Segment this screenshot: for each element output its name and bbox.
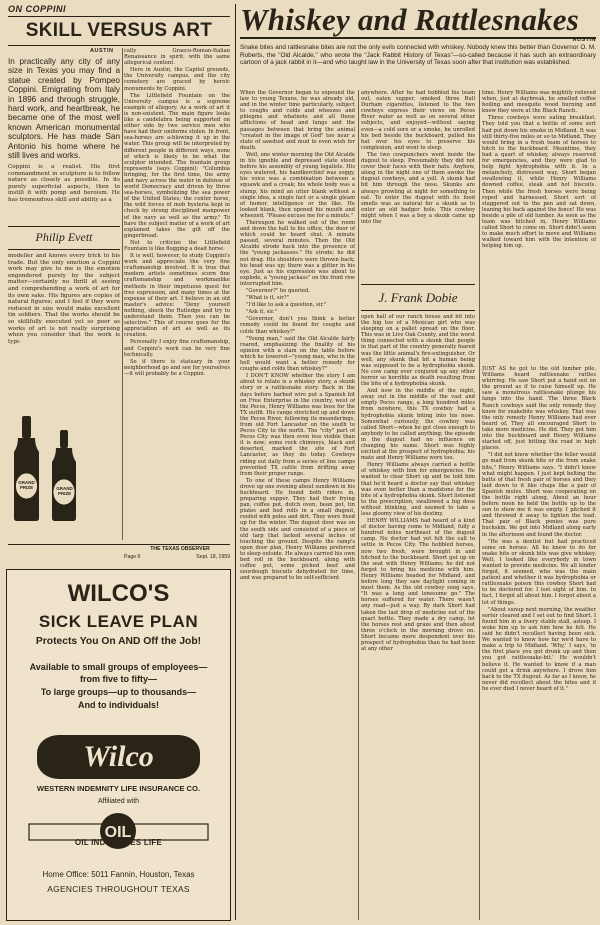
section-kicker: ON COPPINI — [8, 4, 67, 14]
ad-tagline: Protects You On AND Off the Job! — [35, 636, 202, 647]
c3-paragraph: JUST AS he got to the old lumber pile, Williams heard rattlesnake rattles whirring. He saw Short put a hand out on the ground as if to raise himself up. He saw a monstrous rattlesnake plunge his fangs into the hand. The three Black Ranch cowboys said the only remedy they knew for snakebite was whiskey. That was the only remedy Henry Williams had ever heard of. They all encouraged Short to take more medicine. He did. They got him into the buckboard and Henry Williams started off, just hitting the road in high places. — [482, 366, 596, 452]
footer-date: Sept. 18, 1959 — [196, 554, 230, 560]
c1-paragraph: Thereupon he walked out of the room and down the hall to his office, the door of which could be heard shut. A minute passed, several minutes. Then the Old Alcalde strode back into the presence of the "young jackasses." He strode; he did not drag. His shoulders were thrown back; his head was up; there was a glitter in his eye. Just as his expression was about to explode, a "young jackass" on the front row interrupted him. — [240, 219, 355, 287]
c2-paragraph: anywhere. After he had hobbled his team out, eaten supper, smoked three Bull Durham cigarettes, listened to the two cowboys express their views on Pecos River water as well as on several other subjects, and enjoyed—without saying even—a cold sore or a smoke, he unrolled his bed beside the buckboard, pulled his hat over his eyes to preserve his complexion, and went to sleep. — [361, 90, 475, 151]
col2-paragraph: It is well, however, to study Coppini's work and appreciate the very fine craftsmanship involved. It is true that modern artists sometimes scorn fine craftsmanship and workmanlike methods in their impetuous quest for free expression, and many times at the expense of their art. I believe in an old master's advice: "Deny yourself nothing, shock the Rutledge and try to understand them. Then you can be selective." This of course goes for the appreciation of art as well as its creation. — [124, 253, 230, 339]
kicker-rule — [8, 16, 230, 17]
c3-paragraph: time. Henry Williams was mightily relieved when, just at daybreak, he smelled coffee boiling and mesquite wood burning and knew they were at the Black Ranch. — [482, 90, 596, 115]
col2-paragraph: So if there is statuary in your neighborhood go and see for yourselves—it will probably be a Coppini. — [124, 358, 230, 377]
beer-bottles-illustration — [8, 412, 98, 522]
right-headline-rule — [240, 37, 596, 39]
bottle-label-right: GRAND PRIZE — [56, 486, 73, 496]
ad-office: Home Office: 5011 Fannin, Houston, Texas — [42, 870, 195, 879]
right-column-1 — [240, 90, 355, 920]
c2-paragraph: The two cowpunchers went inside the dugout to sleep. Presumably they did not cover their faces with their hats. Anyhow, along in the night one of them awoke the dugout cowboys, and a yell. A skunk had bit him through the nose. Skunks are always prowling at night for something to eat. To enter the dugout with its food smells was as natural for a skunk as to enter an old badger hole. This cowboy might when I was a boy a skunk came up into the — [361, 151, 475, 225]
left-headline-rule — [8, 45, 230, 46]
right-dateline: AUSTIN — [572, 37, 596, 43]
dobie-byline-rule-top — [361, 284, 475, 285]
left-paragraph-1: Coppini is a realist. His first commandment in sculpture is to follow nature as closely as possible. In its purely superficial aspects, then to instill it with pomp and heroism. He has tremendous skill and ability as a — [8, 164, 120, 203]
right-column-3-top — [482, 90, 596, 362]
ad-plan: SICK LEAVE PLAN — [38, 612, 199, 631]
c1-paragraph: To one of these camps Henry Williams drove up one evening about sundown in his buckboard. He found both riders in, preparing supper. They had their frying pan, coffee pot, dutch oven, bean pot, tin plates and bed rolls in a small dugout, roofed with poles and dirt. They were fixed up for the winter. The dugout door was on the south side and consisted of a piece of old tarp that lacked several inches of touching the ground. Despite the ramp's open door plan, Henry Williams preferred to sleep outside. He always carried his own bed roll in the buckboard, along with coffee pot, some picked beef and sourdough biscuits dehydrated for time, and was prepared to be self-sufficient — [240, 477, 355, 582]
c3-paragraph: "About sunup next morning, the weather sorter cleared and I set out to find Short. I found him in a livery stable stall, asleep. I woke him up to ask him how he felt. He said he didn't recollect having been sick. We wanted to know how far we'd have to make a trip to Midland. 'Why,' I says, 'in the first place you got drunk up and then you got rattlesnake-bit.' He wouldn't believe it. He wanted to know if a man could get a drink anywhere. I drove him back to the TX dugout. As far as I know, he never did recollect about the bites and if he ever died I never heard of it." — [482, 606, 596, 692]
left-lead-paragraph: In practically any city of any size in Texas you may find a statue created by Pompeo Coppini. Emigrating from Italy in 1896 and through struggle, hard work, and heartbreak, he became one of the most well known American monumental sculptors. He has made San Antonio his home where he still lives and works. — [8, 57, 120, 161]
page-divider — [235, 4, 236, 920]
c1-paragraph: When the Governor began to expound the law to young Texans, he was already old, and in the winter time particularly, subject to coughs and colds and wheezes and phlegms and whatnots and all those afflictions of head and lungs and the passages between that bring the animal "created in the image of God" too near a state of sawdust and mud to even wish for death. — [240, 90, 355, 151]
wilco-logo — [37, 735, 200, 779]
c3-paragraph: "I did not know whether the feller would go mad from skunk bite or die from snake bite," Henry Williams says. "I didn't know what might happen. I just kept belting the butts of that fresh pair of horses and they laid down to it like chaps like a pair of Spanish mules. Short was cooperating on the bottle right along. About an hour before noon he held the bottle up to the sun to show me it was empty. I pitched it and throwed it away to lighten the load. That pair of Black ponies was pure buckskin. We got into Midland along early in the afternoon and found the doctor. — [482, 452, 596, 538]
footer-paper-name: THE TEXAS OBSERVER — [150, 546, 210, 552]
c1-paragraph: "Governor?" he queried. — [246, 288, 310, 294]
ad-agencies: AGENCIES THROUGHOUT TEXAS — [47, 884, 190, 894]
column-rule-left — [122, 48, 123, 540]
byline-rule-bottom — [8, 249, 120, 250]
c1-paragraph: "Governor, don't you think a better remedy could be found for coughs and colds than whiskey?" — [240, 316, 355, 335]
ad-line-3: To large groups—up to thousands— — [40, 687, 197, 697]
col2-paragraph: cally Graeco-Roman-Italian Renaissance in spirit, with the same allegorical content. — [124, 48, 230, 67]
c1-paragraph: Well, one winter morning the Old Alcalde in his ignoble and depressed state stood before his assembly of young legalists. His eyes watered, his handkerchief was soggy, his voice was a combination between a squawk and a croak; his whole body was a slump, his mind an utter blank without a single idea, a single fact or a single gleam of humor, intelligence or the like. He looked blank, then opened his mouth and wheezed, "Please excuse me for a minute." — [240, 151, 355, 219]
ad-affiliated: Affiliated with — [97, 798, 140, 805]
byline-rule-top — [8, 226, 120, 227]
left-dateline: AUSTIN — [90, 48, 114, 54]
left-column-2 — [124, 48, 230, 540]
column-rule-right-1 — [358, 90, 359, 920]
c3-paragraph: "He was a dentist but had practiced some on horses. All he knew to do for snake bite or skunk bite was give whiskey. Well, I looked like everybody in town wanted to provide medicine. We all kinder forgot, it seemed, who was the main patient and whether it was hydrophobia or rattlesnake poison this cowboy Short had to be doctored for. I lost sight of him. In fact, I forgot all about him. I forgot about a lot of things. — [482, 538, 596, 606]
col2-paragraph: Personally I enjoy fine craftsmanship, and Coppini's work can be very fine technically. — [124, 339, 230, 358]
right-byline: J. Frank Dobie — [378, 290, 458, 305]
column-rule-right-2 — [479, 90, 480, 920]
c1-paragraph: "Young man," said the Old Alcalde fairly roared, emphasizing the finality of his opinion with a slam on the table before which he towered—"young man, who in the hell would want a better remedy for coughs and colds than whiskey?" — [240, 335, 355, 373]
left-headline: SKILL VERSUS ART — [25, 20, 213, 41]
col2-paragraph: Not to criticize the Littlefield Fountain is like flogging a dead horse. — [124, 239, 230, 252]
ad-line-1: Available to small groups of employees— — [29, 662, 208, 672]
c2-paragraph: And now in the middle of the night, away out in the middle of the vast and empty Pecos range, a long hundred miles from nowhere, this TX cowboy had a hydrophobia skunk biting into his nose. Somewhat curiously, the cowboy was called Short—when he got close enough to anybody to be called anything; the episode in the dugout had no influence on changing his name. Short was highly excited at the prospect of hydrophobia; his mate and Henry Williams were too. — [361, 388, 475, 462]
right-column-3-bottom — [482, 366, 596, 920]
ad-brand: WILCO'S — [67, 580, 170, 607]
right-headline: Whiskey and Rattlesnakes — [240, 2, 579, 37]
c2-paragraph: HENRY WILLIAMS had heard of a kind of doctor having come to Midland, fully a hundred miles northeast of the dugout camp. No doctor had yet felt the call to settle in Pecos City. The hobbled horses, now two fresh, were brought in and hitched to the buckboard. Short got up on the seat with Henry Williams; he did not forget to bring his medicine with him. Henry Williams headed for Midland, and before long they saw daylight coming in most them. As the old cowboy song says, "It was a long and lonesome go." The horses suffered for water. There wasn't any road—just a way. By dark Short had taken the last drop of medicine out of the quart bottle. They made a dry camp, let the horses rest and graze and then about three o'clock in the morning drove on. Short became more despondent over his prospect of hydrophobia than he had been at any other — [361, 518, 475, 653]
bottle-label-left: GRAND PRIZE — [18, 480, 35, 490]
footer-page-number: Page 6 — [124, 554, 141, 560]
c3-paragraph: Three cowboys were eating breakfast. They told you that a bottle of some sort had put down his smoke in Midland. It was still thirty-five miles or so to Midland. They would bring in a fresh team of horses to hitch to the buckboard. Meantime, they had a quart of whiskey, always reserved for emergencies, and they were glad to help fight hydrophobia with it. In a melancholy, distressed way, Short began swallowing it, while Henry Williams downed coffee, steak and hot biscuits. Then while the fresh horses were being roped and harnessed, Short sort of staggered out to the pen and sat down, leaning his back against the fence! He was beside a pile of old lumber. As soon as the team was hitched in, Henry Williams called Short to come on. Short didn't seem to make much effort to move and Williams walked toward him with the intention of helping him up. — [482, 115, 596, 250]
ad-line-2: from five to fifty— — [79, 674, 157, 684]
svg-text:OIL: OIL — [104, 824, 132, 841]
c1-paragraph: "Ask it, sir." — [246, 309, 277, 316]
c2-paragraph: Henry Williams always carried a bottle of whiskey with him for emergencies. He wanted to clear Short up and he told him that he'd heard a doctor say that whiskey was even better than a madstone for the bite of a hydrophobia skunk. Short listened to the prescription, swallowed a big dose without blinking, and seemed to take a less gloomy view of his destiny. — [361, 462, 475, 517]
left-paragraph-2: modeller and knows every trick to his trade. But the only emotion a Coppini work may give to me is the emotion engendered purely by the subject matter—certainly no thrill at seeing and comprehending a work of art for its own sake. His figures are copies of natural figures; and I feel if they were reduced in size would make excellent tin soldiers. That the works should be so skillfully executed yet so poor as works of art is not really surprising when you consider that the work is typi- — [8, 253, 120, 345]
col2-paragraph: Here in Austin, the Capitol grounds, the University campus, and the city cemetery are graced by heroic monuments by Coppini. — [124, 67, 230, 92]
wilco-logo-text: Wilco — [83, 740, 154, 773]
left-byline: Philip Evett — [35, 230, 93, 244]
footer-rule — [8, 544, 230, 545]
c1-paragraph: "What is it, sir?" — [246, 295, 289, 302]
ad-line-4: And to individuals! — [78, 700, 159, 710]
right-deck: Snake bites and rattlesnake bites are not the only evils connected with whiskey. Nobody knew this better than Governor O. M. Roberts, the "Old Alcalde," who wrote the "Jack Rabbit History of Texas"—so-called because it has such an extraordinary cartoon of a jack rabbit in it—and who taught law in the University of Texas soon after that institution was established. — [240, 44, 596, 66]
dobie-byline-rule-bottom — [361, 310, 475, 311]
ad-oil-industries: OIL INDUSTRIES LIFE — [75, 838, 162, 847]
col2-paragraph: The Littlefield Fountain on the University campus is a supreme example of allegory. As a work of art it is non-existent. The main figure looks like a candelabra being supported on either side by two service men who have had their uniforms stolen. In front, sea-horses are a-blowing it up in the water. This group will be interpreted by different people in different ways, none of which is likely to be what the sculptor intended. The fountain group represents (says Coppini): "Columbia bringing, for the first time, the army and navy across the water in defense of world Democracy and driven by three sea-horses, symbolizing the sea power of the United States; the center horse, the wild forces of mob hysteria kept in check by strong disciplined manpower of the navy as well as the army." To have the subject matter of a work of art explained takes the gilt off the gingerbread. — [124, 92, 230, 239]
c1-paragraph: I DON'T KNOW whether the story I am about to relate is a whiskey story, a skunk story or a rattlesnake story. Back in the days before barbed wire put a Spanish bit on Free Enterprise in the country, west of the Pecos, Henry Williams was boss for the TX outfit. His range stretched up and down the Pecos River, following its meanderings, from old Fort Lancaster on the south to Pecos City to the north. The "city" part of Pecos City was then even less visible than it is now; some rock chimneys, black and deserted, marked the site of Fort Lancaster, as they do today. Cowboys riding out daily from a series of line camps prevented TX cattle from drifting away from their proper range. — [240, 373, 355, 477]
ad-company: WESTERN INDEMNITY LIFE INSURANCE CO. — [36, 784, 201, 793]
right-column-2-bottom — [361, 314, 475, 920]
right-column-2-top — [361, 90, 475, 276]
wilco-advertisement — [6, 569, 231, 921]
c1-paragraph: "I'd like to ask a question, sir." — [246, 302, 327, 309]
c2-paragraph: open hall of our ranch house and bit into the big toe of a Mexican girl who was sleeping on a pallet spread on the floor. This was in Live Oak County, and the worst thing connected with a skunk that people in that part of the country generally feared was the little animal's fire-extinguisher. Or well, any skunk that bit a human being was supposed to be a hydrophobia skunk. No cow camp ever conjured up any other horror so horrible as death resulting from the bite of a hydrophobia skunk. — [361, 314, 475, 388]
